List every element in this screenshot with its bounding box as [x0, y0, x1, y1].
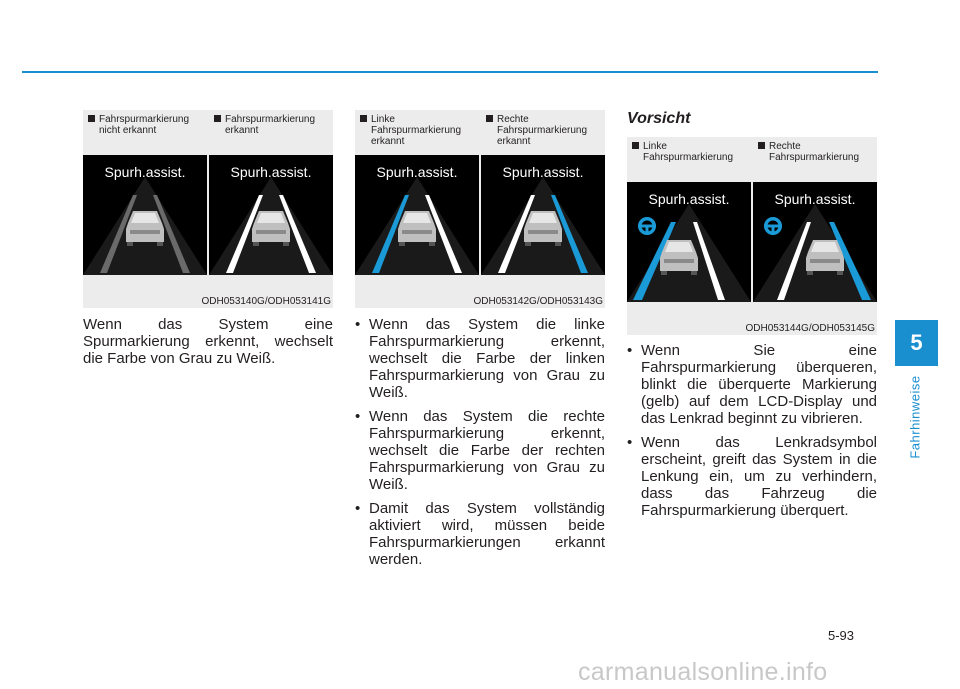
square-bullet-icon [486, 115, 493, 122]
col1-paragraph: Wenn das System eine Spurmarkierung erkennt, wechselt die Farbe von Grau zu Weiß. [83, 316, 333, 367]
figure-caption-right: Rechte Fahrspurmarkierung [758, 141, 878, 163]
figure-code: ODH053142G/ODH053143G [473, 296, 603, 307]
lcd-panel-left [627, 182, 751, 302]
car-icon [524, 211, 562, 246]
cluster-display [627, 182, 751, 302]
figure-caption-left: Fahrspurmarkierung nicht erkannt [88, 114, 208, 136]
figure-caption-right: Fahrspurmarkierung erkannt [214, 114, 334, 136]
square-bullet-icon [88, 115, 95, 122]
panel-title: Spurh.assist. [104, 164, 186, 180]
figure-left-right-detection [355, 110, 605, 308]
col2-bullet-list [355, 316, 605, 575]
lcd-panel-right [753, 182, 877, 302]
figure-caption-left: Linke Fahrspurmarkierung erkannt [360, 114, 480, 147]
list-item: • Damit das System vollständig aktiviert wird, müssen beide Fahrspurmarkierungen erkannt werden. [355, 500, 605, 568]
watermark: carmanualsonline.info [578, 658, 828, 686]
cluster-display [355, 155, 479, 275]
cluster-display [753, 182, 877, 302]
figure-caption-right: Rechte Fahrspurmarkierung erkannt [486, 114, 606, 147]
chapter-number-tab: 5 [895, 320, 938, 366]
figure-caption-left: Linke Fahrspurmarkierung [632, 141, 752, 163]
lcd-panel-left [83, 155, 207, 275]
car-icon [806, 240, 844, 275]
square-bullet-icon [632, 142, 639, 149]
chapter-label: Fahrhinweise [907, 375, 923, 459]
panel-title: Spurh.assist. [648, 191, 730, 207]
list-item: • Wenn das System die linke Fahrspurmarkierung erkennt, wechselt die Farbe der linken Fahrspurmarkierung von Grau zu Weiß. [355, 316, 605, 401]
square-bullet-icon [214, 115, 221, 122]
caution-heading: Vorsicht [627, 110, 691, 127]
steering-wheel-icon [638, 217, 656, 235]
caution-bullet-list [627, 342, 877, 526]
car-icon [398, 211, 436, 246]
steering-wheel-icon [764, 217, 782, 235]
panel-title: Spurh.assist. [774, 191, 856, 207]
square-bullet-icon [360, 115, 367, 122]
cluster-display [481, 155, 605, 275]
page-number: 5-93 [828, 628, 855, 643]
lcd-panel-left [355, 155, 479, 275]
list-item: • Wenn Sie eine Fahrspurmarkierung überqueren, blinkt die überquerte Markierung (gelb) auf dem LCD-Display und das Lenkrad beginnt zu vibrieren. [627, 342, 877, 427]
figure-code: ODH053140G/ODH053141G [201, 296, 331, 307]
list-item: • Wenn das System die rechte Fahrspurmarkierung erkennt, wechselt die Farbe der rechten Fahrspurmarkierung von Grau zu Weiß. [355, 408, 605, 493]
panel-title: Spurh.assist. [502, 164, 584, 180]
car-icon [126, 211, 164, 246]
cluster-display [83, 155, 207, 275]
cluster-display [209, 155, 333, 275]
figure-lane-departure [627, 137, 877, 335]
panel-title: Spurh.assist. [230, 164, 312, 180]
figure-lane-detection [83, 110, 333, 308]
lcd-panel-right [481, 155, 605, 275]
panel-title: Spurh.assist. [376, 164, 458, 180]
car-icon [660, 240, 698, 275]
lcd-panel-right [209, 155, 333, 275]
square-bullet-icon [758, 142, 765, 149]
figure-code: ODH053144G/ODH053145G [745, 323, 875, 334]
header-rule [22, 71, 878, 73]
car-icon [252, 211, 290, 246]
list-item: • Wenn das Lenkradsymbol erscheint, greift das System in die Lenkung ein, um zu verhindern, dass das Fahrzeug die Fahrspurmarkierung überquert. [627, 434, 877, 519]
